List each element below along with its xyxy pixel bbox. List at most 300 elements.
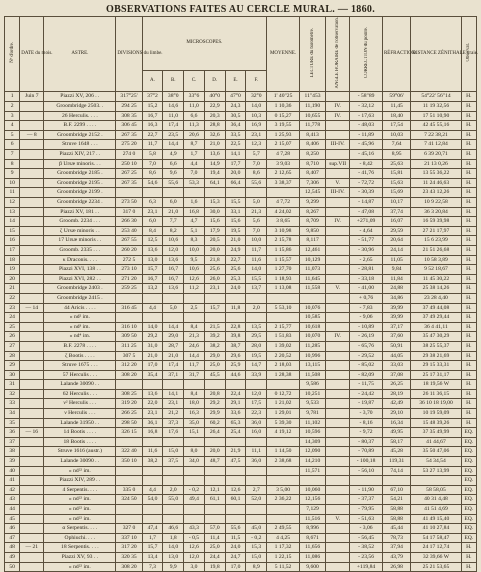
cell-refraction: 58,88 [382, 514, 410, 524]
cell-micro-e: 25,3 [225, 274, 246, 284]
cell-micro-d: 12,1 [204, 485, 225, 495]
cell-micro-e: 24,3 [225, 102, 246, 112]
cell-distance: 13 55 36,22 [411, 169, 461, 179]
table-row [5, 332, 477, 342]
cell-micro-a: 7,0 [142, 159, 163, 169]
table-row [5, 543, 477, 553]
cell-micro-f: 36,0 [246, 457, 267, 467]
cell-correction: - 56,10 [350, 466, 383, 476]
cell-lecture: 8,709 [299, 217, 325, 227]
cell-refraction: 37,74 [382, 207, 410, 217]
cell-date [20, 466, 44, 476]
cell-micro-b: 4,9 [163, 150, 184, 160]
cell-refraction: 45,44 [382, 524, 410, 534]
cell-micro-f: 45,0 [246, 524, 267, 534]
cell-micro-f: 14,0 [246, 265, 267, 275]
cell-micro-f: 16,9 [246, 121, 267, 131]
cell-micro-d: 25,6 [204, 265, 225, 275]
cell-refraction: 58,17 [382, 437, 410, 447]
cell-date [20, 389, 44, 399]
cell-refraction: 78,73 [382, 533, 410, 543]
cell-micro-d: 22,9 [204, 102, 225, 112]
cell-astre: 62 Herculis . . . [44, 389, 116, 399]
cell-moyenne: 1' 40"25 [267, 92, 300, 102]
cell-divisions: 337 10 [116, 533, 142, 543]
cell-micro-a [142, 380, 163, 390]
cell-divisions: 309 50 [116, 332, 142, 342]
cell-micro-d [204, 437, 225, 447]
cell-moyenne [267, 437, 300, 447]
header-correction: CORRECTION du pointé. [350, 17, 383, 92]
cell-divisions: 267 25 [116, 169, 142, 179]
cell-micro-a: 5,8 [142, 150, 163, 160]
cell-micro-f: 15,3 [246, 543, 267, 553]
cell-moyenne: 5 53,10 [267, 303, 300, 313]
cell-micro-f: 19,5 [246, 351, 267, 361]
cell-observ: H. [461, 552, 476, 562]
cell-angle [326, 313, 350, 323]
cell-micro-e: 44,6 [225, 370, 246, 380]
cell-moyenne: 1 28,38 [267, 370, 300, 380]
cell-observ: H. [461, 111, 476, 121]
cell-micro-c: 11,7 [184, 361, 205, 371]
cell-distance: 32 39,66 W [411, 552, 461, 562]
header-micro-e: E. [225, 70, 246, 92]
cell-correction: - 45,16 [350, 150, 383, 160]
cell-no: 3 [5, 111, 20, 121]
header-micro-f: F. [246, 70, 267, 92]
cell-moyenne: 2 20,52 [267, 351, 300, 361]
cell-observ: H. [461, 332, 476, 342]
cell-divisions: 267 35 [116, 178, 142, 188]
cell-refraction: 16,07 [382, 217, 410, 227]
table-row [5, 514, 477, 524]
table-row [5, 150, 477, 160]
cell-micro-a: 22,0 [142, 399, 163, 409]
cell-moyenne: 1 39,02 [267, 341, 300, 351]
cell-observ: H. [461, 207, 476, 217]
cell-refraction: 49,95 [382, 428, 410, 438]
cell-no: 11 [5, 188, 20, 198]
table-row [5, 370, 477, 380]
cell-moyenne: 2 15,07 [267, 140, 300, 150]
cell-moyenne: 3 5,00 [267, 485, 300, 495]
cell-moyenne: 2 15,78 [267, 236, 300, 246]
cell-micro-b: 21,0 [163, 207, 184, 217]
cell-lecture: 12,545 [299, 188, 325, 198]
cell-micro-f: 23,1 [246, 130, 267, 140]
cell-date [20, 188, 44, 198]
cell-date [20, 409, 44, 419]
observations-table [4, 16, 477, 572]
page-title: OBSERVATIONS FAITES AU CERCLE MURAL. — 1860. [105, 4, 375, 15]
cell-angle [326, 485, 350, 495]
cell-date [20, 514, 44, 524]
cell-correction: +271,09 [350, 217, 383, 227]
cell-divisions [116, 188, 142, 198]
cell-refraction: 37,94 [382, 543, 410, 553]
cell-micro-b: 11,0 [163, 111, 184, 121]
header-micro-a: A. [142, 70, 163, 92]
cell-micro-f [246, 313, 267, 323]
cell-date [20, 102, 44, 112]
cell-no: 38 [5, 447, 20, 457]
cell-date [20, 399, 44, 409]
table-row [5, 121, 477, 131]
cell-micro-a [142, 476, 163, 486]
cell-astre: » nd³ im. [44, 322, 116, 332]
cell-micro-d: 20,0 [204, 447, 225, 457]
cell-no: 16 [5, 236, 20, 246]
cell-moyenne: 5 39,30 [267, 418, 300, 428]
cell-correction: - 41,00 [350, 284, 383, 294]
cell-refraction: 74,14 [382, 466, 410, 476]
cell-distance: 36 10 18 19,00 [411, 399, 461, 409]
cell-correction: - 23,56 [350, 552, 383, 562]
cell-astre: 17 Ursæ minoris . . [44, 236, 116, 246]
cell-micro-f: 10,0 [246, 236, 267, 246]
cell-date [20, 370, 44, 380]
cell-micro-a: 54,6 [142, 178, 163, 188]
cell-micro-f: 8,6 [246, 169, 267, 179]
cell-distance: 18 19,56 W [411, 380, 461, 390]
cell-divisions: 275 20 [116, 140, 142, 150]
cell-observ: H. [461, 274, 476, 284]
cell-micro-f: 16,0 [246, 428, 267, 438]
table-row [5, 169, 477, 179]
cell-angle [326, 524, 350, 534]
cell-lecture: 7,306 [299, 178, 325, 188]
cell-micro-d: 23,1 [204, 284, 225, 294]
cell-micro-c: 16,3 [184, 409, 205, 419]
cell-astre: Struve 1675 . . . [44, 361, 116, 371]
cell-micro-e: 22,8 [225, 322, 246, 332]
cell-correction: - 29,52 [350, 351, 383, 361]
cell-micro-d: 25,0 [204, 361, 225, 371]
cell-moyenne: 4 24,02 [267, 207, 300, 217]
cell-micro-e: 38,7 [225, 341, 246, 351]
cell-micro-d: 15,6 [204, 217, 225, 227]
cell-astre: Groombridge 2195 . [44, 178, 116, 188]
cell-micro-a: 13,6 [142, 245, 163, 255]
cell-micro-d: 61,1 [204, 495, 225, 505]
cell-moyenne: 3 19,55 [267, 121, 300, 131]
cell-micro-b: 28,7 [163, 341, 184, 351]
cell-micro-e: 22,4 [225, 389, 246, 399]
cell-refraction: 24,88 [382, 284, 410, 294]
cell-micro-f: 52,0 [246, 495, 267, 505]
cell-micro-e: 33,5 [225, 130, 246, 140]
cell-distance: 54 34,54 [411, 457, 461, 467]
cell-distance: 35 50 47,06 [411, 447, 461, 457]
cell-lecture: 7,129 [299, 505, 325, 515]
cell-observ: H. [461, 265, 476, 275]
cell-micro-c: 5,1 [184, 226, 205, 236]
cell-correction [350, 476, 383, 486]
cell-correction: - 58"89 [350, 92, 383, 102]
cell-refraction: 18,40 [382, 111, 410, 121]
cell-micro-b: 37,1 [163, 370, 184, 380]
table-row [5, 102, 477, 112]
cell-observ: H. [461, 92, 476, 102]
cell-no: 13 [5, 207, 20, 217]
cell-micro-d: 19,8 [204, 562, 225, 572]
cell-refraction: 33,03 [382, 361, 410, 371]
cell-divisions [116, 380, 142, 390]
cell-micro-c: 9,5 [184, 255, 205, 265]
cell-micro-e: 21,9 [225, 447, 246, 457]
cell-distance: 35 47 30,29 [411, 332, 461, 342]
cell-no: 46 [5, 524, 20, 534]
cell-divisions [116, 293, 142, 303]
cell-distance: 42 45 55,16 [411, 121, 461, 131]
cell-refraction: 16,34 [382, 418, 410, 428]
cell-micro-e: 21,0 [225, 236, 246, 246]
cell-no: 4 [5, 121, 20, 131]
cell-date [20, 159, 44, 169]
cell-moyenne [267, 466, 300, 476]
cell-observ: EQ. [461, 485, 476, 495]
cell-micro-f [246, 188, 267, 198]
cell-divisions [116, 514, 142, 524]
cell-correction: - 4,64 [350, 226, 383, 236]
table-row [5, 226, 477, 236]
cell-angle [326, 389, 350, 399]
cell-date [20, 245, 44, 255]
cell-observ: H. [461, 245, 476, 255]
cell-micro-e: 20,0 [225, 169, 246, 179]
cell-correction: - 82,09 [350, 370, 383, 380]
cell-observ: EQ. [461, 533, 476, 543]
cell-micro-a: 7,3 [142, 562, 163, 572]
cell-micro-d [204, 505, 225, 515]
cell-lecture: 10,996 [299, 351, 325, 361]
cell-micro-b: 37,5 [163, 457, 184, 467]
cell-no: 6 [5, 140, 20, 150]
cell-micro-c: 21,3 [184, 332, 205, 342]
cell-observ: H. [461, 150, 476, 160]
cell-micro-d [204, 476, 225, 486]
cell-moyenne: 3 10,98 [267, 226, 300, 236]
cell-micro-f [246, 437, 267, 447]
cell-lecture: 12,090 [299, 447, 325, 457]
cell-micro-e: 17,0 [225, 562, 246, 572]
cell-micro-a [142, 188, 163, 198]
cell-observ: H. [461, 217, 476, 227]
cell-micro-e [225, 293, 246, 303]
table-row [5, 428, 477, 438]
cell-moyenne [267, 380, 300, 390]
cell-angle [326, 552, 350, 562]
cell-distance: 40 31 4,48 [411, 495, 461, 505]
cell-angle [326, 409, 350, 419]
cell-micro-b [163, 476, 184, 486]
cell-lecture: 12,461 [299, 245, 325, 255]
cell-correction: - 41,76 [350, 169, 383, 179]
cell-astre: Piazzi XVI, 138 . . [44, 265, 116, 275]
cell-micro-d: 30,0 [204, 207, 225, 217]
cell-micro-b: 29,0 [163, 332, 184, 342]
cell-astre: Piazzi XV, 93 . . [44, 552, 116, 562]
cell-no: 2 [5, 102, 20, 112]
cell-micro-b: 9,6 [163, 169, 184, 179]
cell-micro-f: 36,0 [246, 418, 267, 428]
cell-angle [326, 265, 350, 275]
cell-micro-e [225, 505, 246, 515]
cell-observ: EQ. [461, 476, 476, 486]
cell-angle [326, 543, 350, 553]
cell-micro-b: 2,0 [163, 485, 184, 495]
cell-micro-d: 21,8 [204, 255, 225, 265]
table-row [5, 437, 477, 447]
cell-angle [326, 505, 350, 515]
cell-micro-e: 24,9 [225, 245, 246, 255]
cell-micro-e: 24,7 [225, 552, 246, 562]
cell-micro-f: 11,1 [246, 447, 267, 457]
cell-micro-a: 23,1 [142, 409, 163, 419]
cell-micro-f: 2,0 [246, 303, 267, 313]
cell-divisions: 316 45 [116, 303, 142, 313]
cell-date [20, 552, 44, 562]
cell-distance: 9 52 18,67 [411, 265, 461, 275]
cell-astre: Groomb. 2335 . . . [44, 245, 116, 255]
cell-micro-f [246, 476, 267, 486]
cell-angle [326, 370, 350, 380]
cell-date [20, 313, 44, 323]
cell-refraction: 15,63 [382, 178, 410, 188]
cell-lecture: 8,250 [299, 150, 325, 160]
cell-astre: 44 Aricis . . . . [44, 303, 116, 313]
cell-micro-e: 60,1 [225, 495, 246, 505]
cell-no: 22 [5, 293, 20, 303]
table-row [5, 303, 477, 313]
cell-moyenne: 3 8,65 [267, 217, 300, 227]
cell-astre: ν Herculis . . . [44, 409, 116, 419]
cell-correction: - 3,06 [350, 524, 383, 534]
cell-no: 15 [5, 226, 20, 236]
cell-moyenne: 1 10,36 [267, 102, 300, 112]
cell-moyenne: 2 38,68 [267, 457, 300, 467]
cell-lecture: 9,781 [299, 409, 325, 419]
cell-date [20, 418, 44, 428]
cell-date [20, 140, 44, 150]
table-row [5, 111, 477, 121]
cell-divisions: 308 20 [116, 370, 142, 380]
cell-no: 37 [5, 437, 20, 447]
cell-micro-f: 11,7 [246, 245, 267, 255]
cell-moyenne [267, 188, 300, 198]
cell-micro-b: 6,6 [163, 159, 184, 169]
cell-observ: EQ. [461, 524, 476, 534]
cell-correction: - 17,63 [350, 111, 383, 121]
cell-astre: ζ Bootis . . . . [44, 351, 116, 361]
cell-distance: 25 21 53,65 [411, 562, 461, 572]
cell-micro-a: 11,6 [142, 447, 163, 457]
cell-micro-b: 8,2 [163, 226, 184, 236]
cell-lecture: 10,251 [299, 389, 325, 399]
cell-micro-d: 28,8 [204, 121, 225, 131]
cell-micro-d: 64,1 [204, 178, 225, 188]
cell-micro-d [204, 293, 225, 303]
cell-divisions [116, 313, 142, 323]
cell-observ: H. [461, 236, 476, 246]
cell-refraction: 15,81 [382, 169, 410, 179]
cell-angle [326, 533, 350, 543]
cell-no: 26 [5, 332, 20, 342]
cell-observ: EQ. [461, 457, 476, 467]
cell-refraction: 39,99 [382, 313, 410, 323]
cell-angle: sup.VII [326, 159, 350, 169]
cell-correction: - 51,63 [350, 514, 383, 524]
cell-astre: 26 Herculis. . . . [44, 111, 116, 121]
cell-divisions: 271 20 [116, 274, 142, 284]
observations-body [5, 92, 477, 572]
cell-correction: - 48,03 [350, 121, 383, 131]
cell-micro-a [142, 466, 163, 476]
cell-micro-c: 10,6 [184, 265, 205, 275]
cell-micro-e [225, 514, 246, 524]
cell-lecture [299, 476, 325, 486]
cell-micro-d: 14,9 [204, 159, 225, 169]
cell-refraction: 17,54 [382, 121, 410, 131]
table-row [5, 313, 477, 323]
cell-micro-d: 32,6 [204, 130, 225, 140]
cell-micro-f: 10,3 [246, 111, 267, 121]
cell-micro-f: 12,0 [246, 389, 267, 399]
cell-micro-c [184, 476, 205, 486]
cell-no: 9 [5, 169, 20, 179]
cell-observ: EQ. [461, 514, 476, 524]
cell-micro-e: 11,8 [225, 303, 246, 313]
cell-moyenne: 2 36,22 [267, 495, 300, 505]
cell-micro-c: 53,3 [184, 178, 205, 188]
table-row [5, 447, 477, 457]
cell-correction: - 79,95 [350, 505, 383, 515]
cell-distance: 29 15 33,31 [411, 361, 461, 371]
cell-divisions: 317 0 [116, 207, 142, 217]
cell-lecture: 11,558 [299, 284, 325, 294]
cell-angle: IV. [326, 217, 350, 227]
cell-correction: - 9,72 [350, 428, 383, 438]
cell-observ: H. [461, 121, 476, 131]
cell-micro-c: 8,0 [184, 447, 205, 457]
cell-divisions: 294 25 [116, 102, 142, 112]
cell-micro-b [163, 313, 184, 323]
cell-refraction: 15,69 [382, 188, 410, 198]
cell-micro-c: 10,0 [184, 245, 205, 255]
cell-moyenne: 2 18,03 [267, 361, 300, 371]
cell-refraction: 34,86 [382, 293, 410, 303]
cell-refraction: 42,49 [382, 399, 410, 409]
cell-divisions [116, 437, 142, 447]
cell-micro-c: 4,4 [184, 159, 205, 169]
cell-distance: 29 38 21,69 [411, 351, 461, 361]
cell-astre: κ Draconis. . . . [44, 255, 116, 265]
cell-distance: 11 24 46,63 [411, 178, 461, 188]
cell-refraction: 26,98 [382, 562, 410, 572]
cell-distance: 53 27 13,99 [411, 466, 461, 476]
table-row [5, 351, 477, 361]
cell-refraction: 26,25 [382, 380, 410, 390]
cell-distance [411, 476, 461, 486]
cell-lecture: 11"453 [299, 92, 325, 102]
cell-moyenne: 1 22,15 [267, 552, 300, 562]
table-row [5, 130, 477, 140]
cell-micro-f: 28,0 [246, 341, 267, 351]
cell-micro-c: 35,0 [184, 418, 205, 428]
cell-astre: Groombridge 2503. . [44, 102, 116, 112]
cell-lecture: 11,508 [299, 370, 325, 380]
